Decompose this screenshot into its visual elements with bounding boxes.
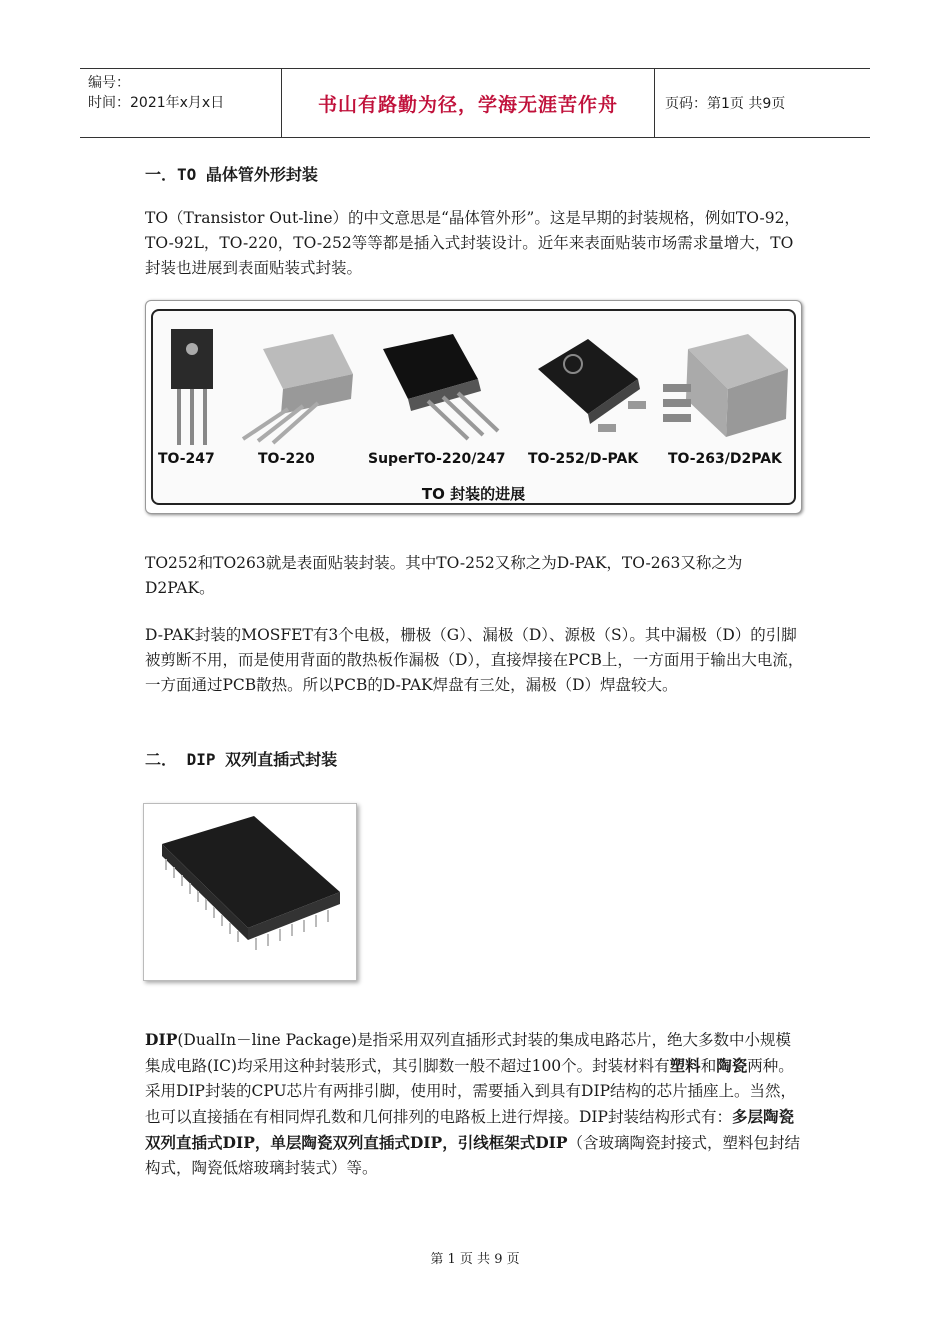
to-package-figure bbox=[145, 300, 802, 514]
section1-paragraph: TO（Transistor Out-line）的中文意思是“晶体管外形”。这是早期的封装规格，例如TO-92，TO-92L，TO-220，TO-252等等都是插入式封装设计。近年来表面贴装市场需求量增大，TO封装也进展到表面贴装式封装。 bbox=[145, 209, 800, 277]
to252-image bbox=[528, 329, 658, 449]
page-indicator: 页码：第1页 共9页 bbox=[665, 96, 786, 112]
header-info bbox=[80, 69, 282, 137]
section1-paragraph-2: TO252和TO263就是表面贴装封装。其中TO-252又称之为D-PAK，TO-263又称之为D2PAK。 bbox=[145, 554, 743, 597]
dip-term: DIP bbox=[145, 1030, 178, 1049]
bold-dip-types: 多层陶瓷双列直插式DIP，单层陶瓷双列直插式DIP，引线框架式DIP bbox=[145, 1107, 794, 1152]
section1-paragraph-3: D-PAK封装的MOSFET有3个电极，栅极（G）、漏极（D）、源极（S）。其中漏极（D）的引脚被剪断不用，而是使用背面的散热板作漏极（D），直接焊接在PCB上，一方面用于输出大电流，一方面通过PCB散热。所以PCB的D-PAK焊盘有三处，漏极（D）焊盘较大。 bbox=[145, 626, 804, 694]
bold-ceramic: 陶瓷 bbox=[716, 1056, 748, 1075]
superto220-image bbox=[373, 329, 513, 449]
section2-paragraph bbox=[145, 1027, 805, 1181]
number-label: 编号： bbox=[88, 75, 130, 91]
label-to220: TO-220 bbox=[258, 451, 315, 467]
section1-title: 一．TO 晶体管外形封装 bbox=[145, 165, 318, 184]
text-run: 和 bbox=[700, 1057, 717, 1075]
label-to247: TO-247 bbox=[158, 451, 215, 467]
text-run: (DualIn－line Package)是指采用双列直插形式封装的集成电路芯片，绝大多数中小规模集成电路(IC)均采用这种封装形式，其引脚数一般不超过100个。封装材料有 bbox=[145, 1031, 792, 1075]
date-label: 时间：2021年x月x日 bbox=[88, 95, 225, 111]
section2-title: 二． DIP 双列直插式封装 bbox=[145, 750, 338, 769]
figure-caption: TO 封装的进展 bbox=[421, 485, 526, 503]
to220-image bbox=[233, 329, 363, 449]
label-superto220: SuperTO-220/247 bbox=[368, 451, 506, 467]
header-motto: 书山有路勤为径，学海无涯苦作舟 bbox=[282, 69, 655, 137]
page-header bbox=[80, 68, 870, 138]
dip-chip-image bbox=[143, 803, 357, 981]
text-run: （含玻璃陶瓷封接式，塑料包封结构式，陶瓷低熔玻璃封装式）等。 bbox=[145, 1134, 801, 1177]
to247-image bbox=[161, 329, 221, 449]
page-footer: 第 1 页 共 9 页 bbox=[430, 1252, 520, 1267]
label-to263: TO-263/D2PAK bbox=[668, 451, 782, 467]
to263-image bbox=[658, 329, 798, 449]
bold-plastic: 塑料 bbox=[669, 1056, 701, 1075]
label-to252: TO-252/D-PAK bbox=[528, 451, 639, 467]
text-run: 两种。采用DIP封装的CPU芯片有两排引脚，使用时，需要插入到具有DIP结构的芯片插座上。当然，也可以直接插在有相同焊孔数和几何排列的电路板上进行焊接。DIP封装结构形式有： bbox=[145, 1057, 797, 1126]
